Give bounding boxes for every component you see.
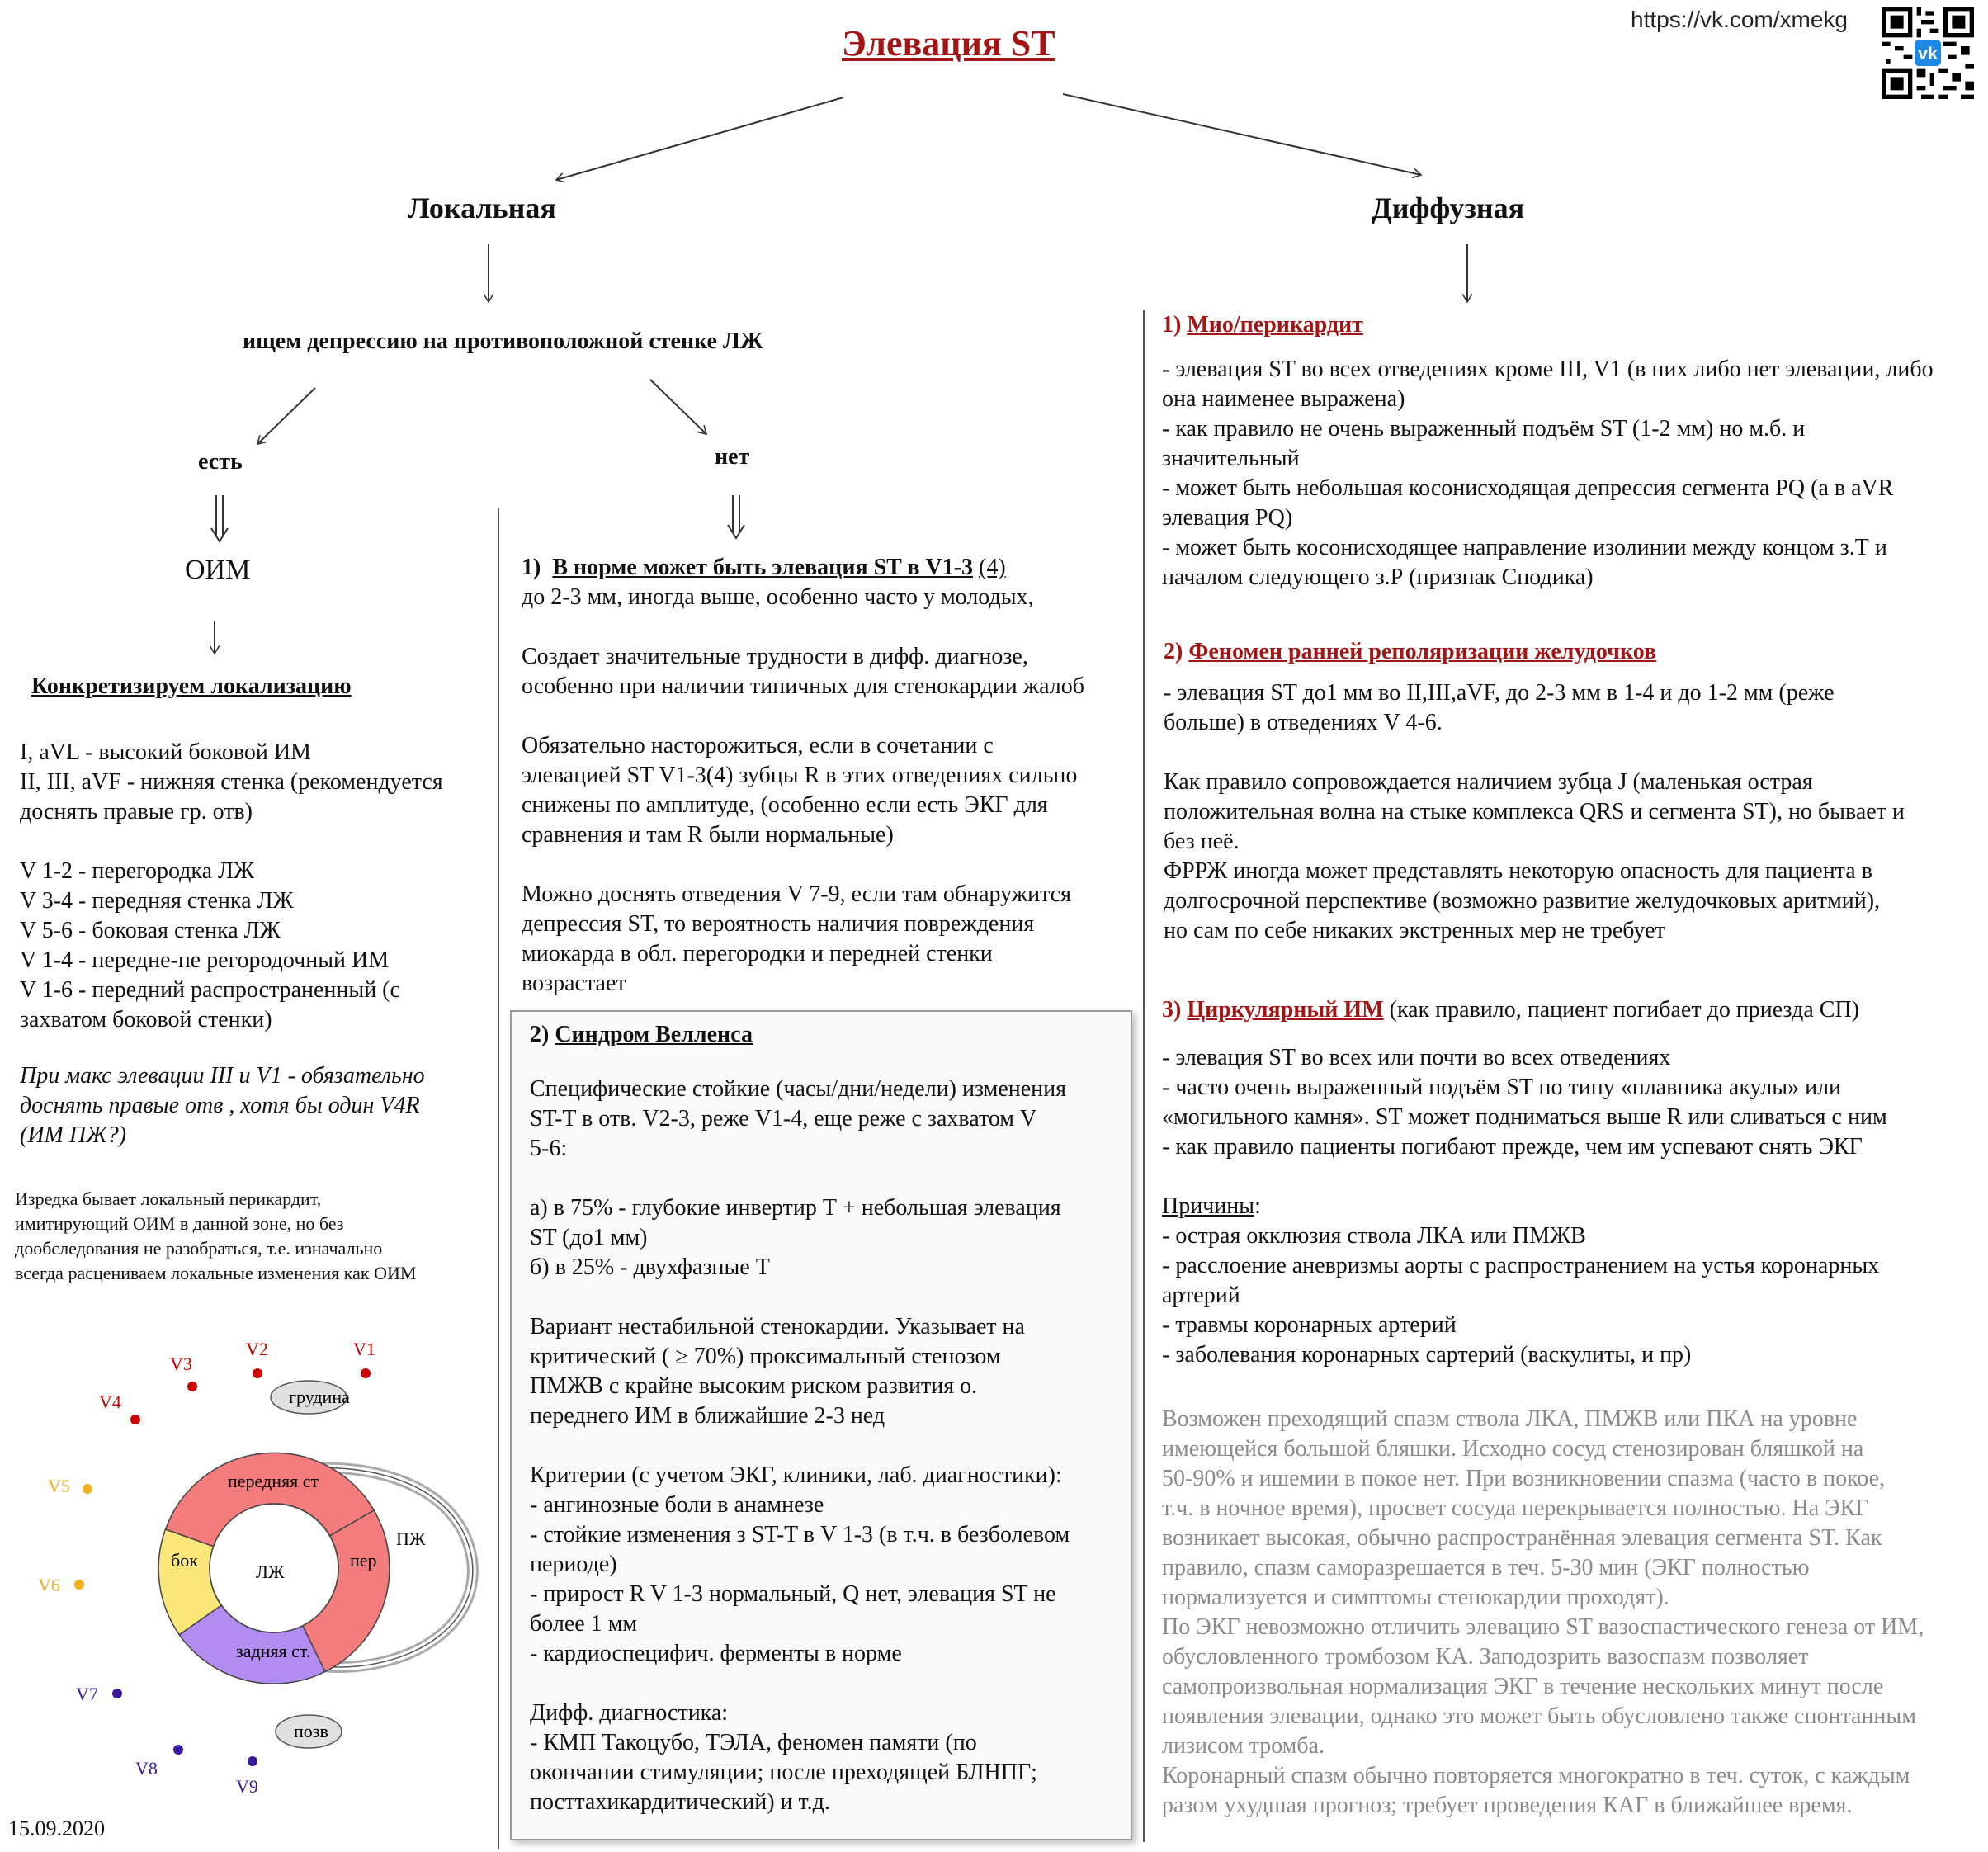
localization-line — [20, 827, 443, 857]
search-depression-text: ищем депрессию на противоположной стенке ЛЖ — [243, 328, 763, 354]
lead-v1-label: V1 — [353, 1339, 375, 1359]
circular-mi-heading: 3) Циркулярный ИМ (как правило, пациент погибает до приезда СП) — [1162, 997, 1860, 1023]
localization-line: II, III, aVF - нижняя стенка (рекомендуется — [20, 769, 443, 795]
lead-v5-label: V5 — [48, 1476, 70, 1496]
lateral-label: бок — [171, 1550, 198, 1571]
chest-label: грудина — [289, 1387, 350, 1407]
vasospasm-note: Возможен преходящий спазм ствола ЛКА, ПМЖВ или ПКА на уровне имеющейся большой бляшки. Исходно сосуд стенозирован бляшкой на 50-90% и ишемии в покое нет. При возникновении спазма (часто в покое, т.ч. в ночное время), просвет сосуда перекрывается полностью. На ЭКГ возникает высокая, обычно распространённая элевация сегмента ST. Как правило, спазм саморазрешается в теч. 5-30 мин (ЭКГ полностью нормализуется и симптомы стенокардии проходят). По ЭКГ невозможно отличить элевацию ST вазоспастического генеза от ИМ, обусловленного тромбозом КА. Заподозрить вазоспазм позволяет самопроизвольная нормализация ЭКГ в течение нескольких минут после появления элевации, однако это может быть обусловлено также спонтанным лизисом тромба. Коронарный спазм обычно повторяется многократно в теч. суток, с каждым разом ухудшая прогноз; требует проведения КАГ в ближайшее время. — [1162, 1406, 1924, 1818]
causes-body: - острая окклюзия ствола ЛКА или ПМЖВ - расслоение аневризмы аорты с распространением на устья коронарных артерий - травмы коронарных артерий - заболевания коронарных сартерий (васкулиты, и пр) — [1162, 1223, 1880, 1368]
localization-line: V 1-2 - перегородка ЛЖ — [20, 858, 255, 884]
lead-v9-dot — [248, 1756, 257, 1766]
rv-label: ПЖ — [396, 1528, 426, 1549]
vk-link[interactable]: https://vk.com/xmekg — [1631, 7, 1848, 32]
localization-line: V 1-4 - передне-пе регородочный ИМ — [20, 947, 390, 973]
lead-v3-dot — [187, 1382, 197, 1391]
septal-label: пер — [350, 1550, 377, 1571]
localize-title: Конкретизируем локализацию — [31, 673, 352, 699]
localization-line: V 1-6 - передний распространенный (с — [20, 977, 400, 1003]
localization-line: I, aVL - высокий боковой ИМ — [20, 739, 311, 765]
lead-v2-label: V2 — [246, 1339, 268, 1359]
localization-line: V 3-4 - передняя стенка ЛЖ — [20, 888, 294, 914]
lead-v6-label: V6 — [38, 1575, 60, 1595]
myopericarditis-body: - элевация ST во всех отведениях кроме III, V1 (в них либо нет элевации, либо она наименее выражена) - как правило не очень выраженный подъём ST (1-2 мм) но м.б. и значительный - может быть небольшая косонисходящая депрессия сегмента PQ (а в aVR элевация PQ) - может быть косонисходящее направление изолинии между концом з.Т и началом следующего з.Р (признак Сподика) — [1162, 357, 1934, 590]
arrow-to-local — [556, 97, 843, 180]
localization-list — [20, 738, 443, 1035]
normal-elevation-heading: 1) В норме может быть элевация ST в V1-3 (4) — [522, 555, 1006, 580]
label-oim: ОИМ — [185, 555, 251, 585]
localization-line: доснять правые гр. отв) — [20, 799, 253, 824]
arrow-to-yes — [257, 388, 315, 444]
circular-mi-body: - элевация ST во всех или почти во всех отведениях - часто очень выраженный подъём ST по типу «плавника акулы» или «могильного камня». ST может подниматься выше R или сливаться с ним - как правило пациенты погибают прежде, чем им успевают снять ЭКГ — [1162, 1045, 1887, 1160]
right-ventricle-note: При макс элевации III и V1 - обязательно доснять правые отв , хотя бы один V4R (ИМ ПЖ?) — [20, 1063, 425, 1148]
lead-v6-dot — [74, 1580, 84, 1590]
lead-v5-dot — [83, 1484, 92, 1494]
spine-label: позв — [294, 1721, 328, 1741]
label-yes: есть — [198, 449, 243, 475]
lead-v8-label: V8 — [135, 1758, 158, 1779]
lead-v8-dot — [173, 1745, 183, 1755]
lead-v7-dot — [112, 1689, 122, 1698]
heart-leads-diagram — [0, 1320, 495, 1832]
early-repolarization-body: - элевация ST до1 мм во II,III,aVF, до 2-3 мм в 1-4 и до 1-2 мм (реже больше) в отведениях V 4-6. Как правило сопровождается наличием зубца J (маленькая острая положительная волна на стыке комплекса QRS и сегмента ST), но бывает и без неё. ФРРЖ иногда может представлять некоторую опасность для пациента в долгосрочной перспективе (возможно развитие желудочковых аритмий), но сам по себе никаких экстренных мер не требует — [1164, 680, 1905, 943]
branch-local: Локальная — [408, 191, 556, 224]
lead-v7-label: V7 — [76, 1684, 98, 1704]
lv-label: ЛЖ — [256, 1561, 285, 1582]
svg-text:vk: vk — [1918, 44, 1938, 64]
double-arrow-no — [728, 495, 744, 538]
wellens-body: Специфические стойкие (часы/дни/недели) изменения ST-T в отв. V2-3, реже V1-4, еще реже с захватом V 5-6: а) в 75% - глубокие инвертир Т + небольшая элевация ST (до1 мм) б) в 25% - двухфазные Т Вариант нестабильной стенокардии. Указывает на критический ( ≥ 70%) проксимальный стенозом ПМЖВ с крайне высоким риском развития о. переднего ИМ в ближайшие 2-3 нед Критерии (с учетом ЭКГ, клиники, лаб. диагностики): - ангинозные боли в анамнезе - стойкие изменения з ST-T в V 1-3 (в т.ч. в безболевом периоде) - прирост R V 1-3 нормальный, Q нет, элевация ST не более 1 мм - кардиоспецифич. ферменты в норме Дифф. диагностика: - КМП Такоцубо, ТЭЛА, феномен памяти (по окончании стимуляции; после преходящей БЛНПГ; посттахикардитический) и т.д. — [530, 1076, 1070, 1815]
arrow-to-no — [650, 380, 706, 434]
date-label: 15.09.2020 — [8, 1817, 105, 1840]
lead-v9-label: V9 — [236, 1776, 258, 1797]
normal-elevation-body: до 2-3 мм, иногда выше, особенно часто у молодых, Создает значительные трудности в дифф. диагнозе, особенно при наличии типичных для стенокардии жалоб Обязательно насторожиться, если в сочетании с элевацией ST V1-3(4) зубцы R в этих отведениях сильно снижены по амплитуде, (особенно если есть ЭКГ для сравнения и там R были нормальные) Можно доснять отведения V 7-9, если там обнаружится депрессия ST, то вероятность наличия повреждения миокарда в обл. перегородки и передней стенки возрастает — [522, 584, 1084, 996]
page-title: Элевация ST — [842, 23, 1055, 64]
causes-heading: Причины: — [1162, 1193, 1261, 1219]
pericarditis-note: Изредка бывает локальный перикардит, имитирующий ОИМ в данной зоне, но без дообследования не разобраться, т.е. изначально всегда расцениваем локальные изменения как ОИМ — [15, 1188, 417, 1283]
branch-diffuse: Диффузная — [1372, 191, 1525, 224]
lead-v1-dot — [361, 1368, 371, 1378]
localization-line: V 5-6 - боковая стенка ЛЖ — [20, 918, 281, 943]
label-no: нет — [715, 444, 750, 470]
lead-v3-label: V3 — [170, 1354, 192, 1374]
lead-v2-dot — [253, 1368, 262, 1378]
early-repolarization-heading: 2) Феномен ранней реполяризации желудочков — [1164, 639, 1657, 664]
wellens-heading: 2) Синдром Велленса — [530, 1022, 753, 1047]
lead-v4-label: V4 — [99, 1391, 121, 1412]
double-arrow-yes — [211, 495, 228, 541]
myopericarditis-heading: 1) Мио/перикардит — [1162, 312, 1363, 338]
arrow-to-diffuse — [1063, 94, 1421, 175]
posterior-label: задняя ст. — [236, 1641, 311, 1661]
lead-v4-dot — [130, 1415, 140, 1424]
anterior-label: передняя ст — [228, 1471, 319, 1491]
localization-line: захватом боковой стенки) — [20, 1007, 272, 1032]
